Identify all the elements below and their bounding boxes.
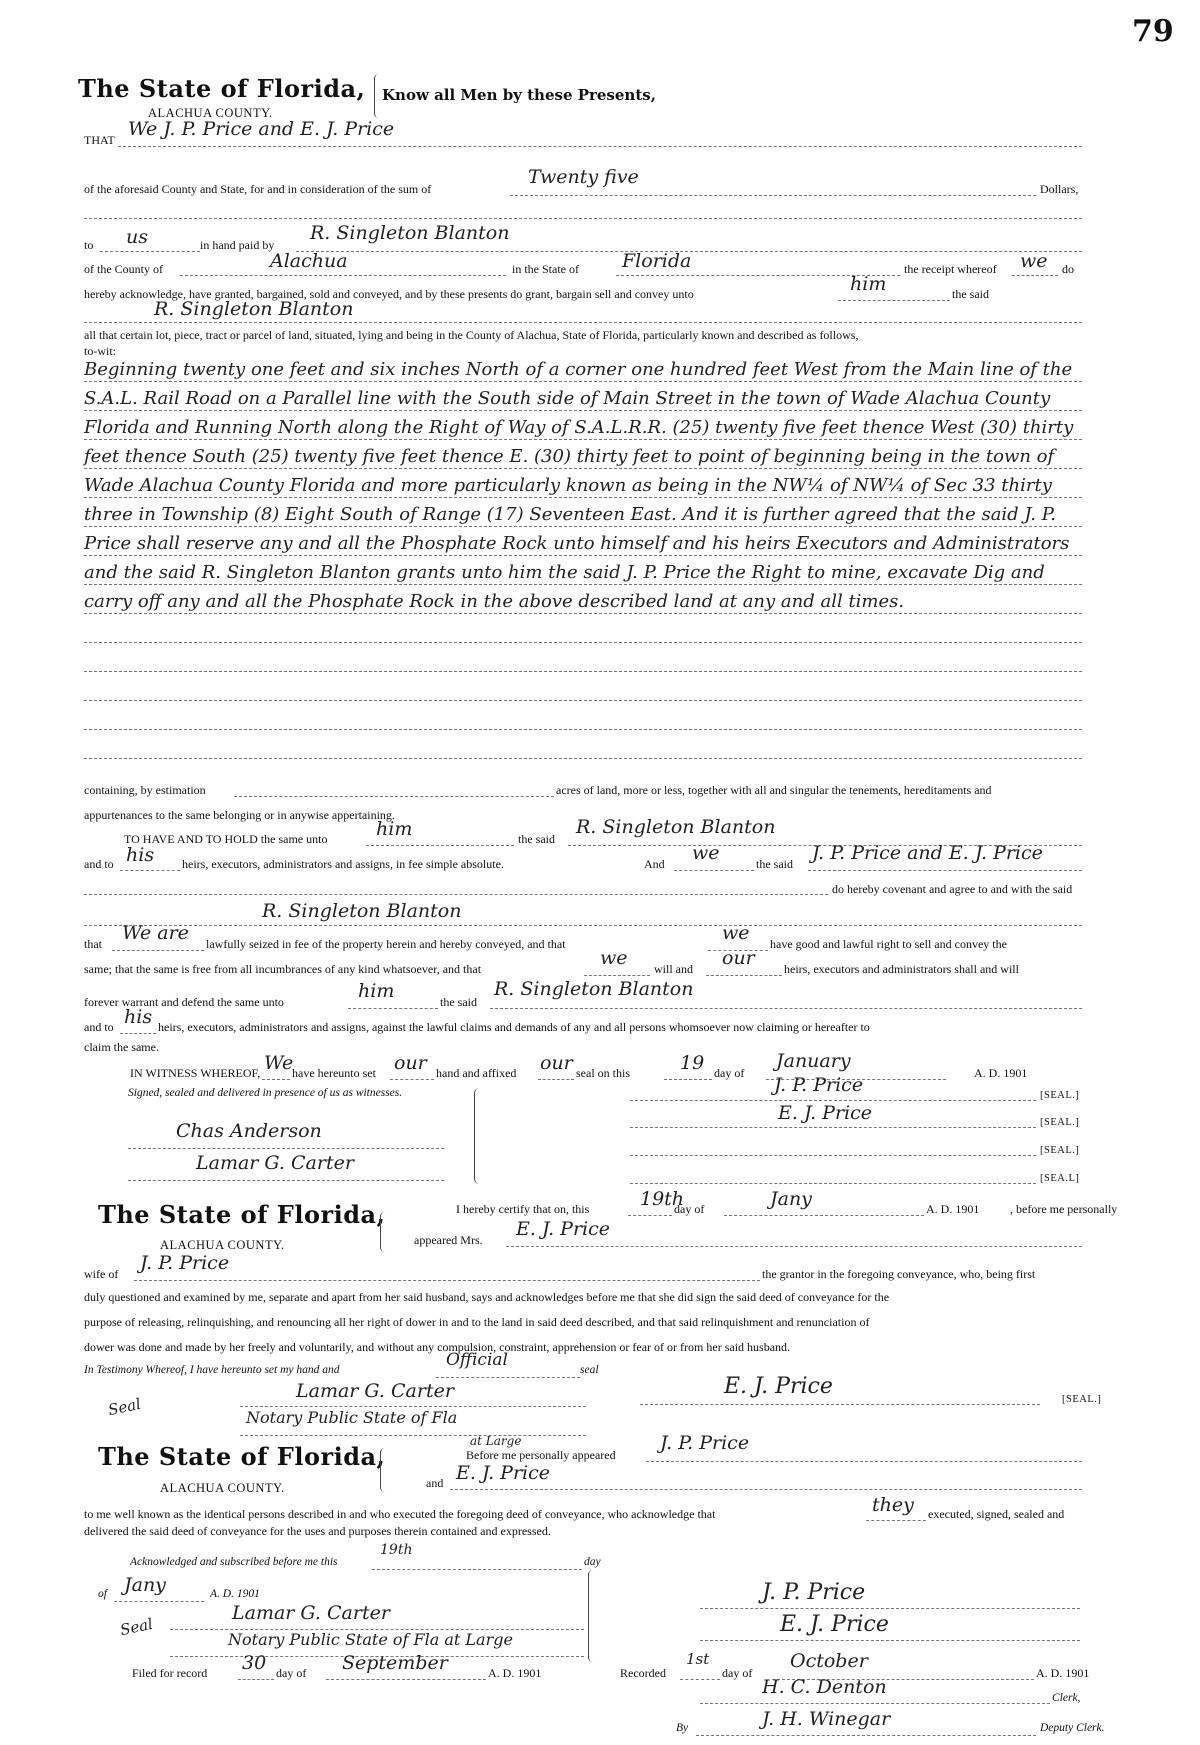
cert1-seal-word: seal	[580, 1364, 599, 1376]
cert2-executed: executed, signed, sealed and	[928, 1507, 1065, 1521]
seal-label-3: [SEAL.]	[1040, 1145, 1080, 1156]
to-value: us	[126, 226, 148, 248]
warrant-text: forever warrant and defend the same unto	[84, 995, 284, 1009]
seal-label-4: [SEA.L]	[1040, 1173, 1080, 1184]
cert1-appeared: appeared Mrs.	[414, 1233, 483, 1247]
free-text: same; that the same is free from all incumbrances of any kind whatsoever, and that	[84, 962, 482, 976]
cert1-ad: A. D. 1901	[926, 1202, 980, 1216]
seal-label-1: [SEAL.]	[1040, 1090, 1080, 1101]
cert2-ad: A. D. 1901	[210, 1588, 260, 1600]
county-heading: ALACHUA COUNTY.	[148, 106, 273, 120]
witness-2: Lamar G. Carter	[196, 1152, 354, 1174]
cert1-before: , before me personally	[1010, 1202, 1118, 1216]
cert2-signature-1: J. P. Price	[762, 1580, 866, 1605]
heirs-text: heirs, executors, administrators and assigns, in fee simple absolute.	[182, 857, 504, 871]
cert1-county: ALACHUA COUNTY.	[160, 1238, 285, 1252]
cert2-of: of	[98, 1588, 107, 1600]
witness-month: January	[776, 1050, 851, 1072]
receipt-who: we	[1020, 250, 1048, 272]
cert1-testimony: In Testimony Whereof, I have hereunto set my hand and	[84, 1364, 340, 1376]
witness-day: 19	[680, 1052, 705, 1074]
cert1-day: 19th	[640, 1188, 685, 1210]
cert2-day-word: day	[584, 1556, 601, 1568]
recorded-day-of: day of	[722, 1666, 753, 1680]
warrant-the-said: the said	[440, 995, 477, 1009]
cert2-signature-2: E. J. Price	[780, 1612, 889, 1637]
recorded-ad: A. D. 1901	[1036, 1666, 1090, 1680]
acknowledge-text: hereby acknowledge, have granted, bargained, sold and conveyed, and by these presents do grant, bargain sell and convey unto	[84, 287, 694, 301]
witness-day-of: day of	[714, 1066, 745, 1080]
do-label: do	[1062, 262, 1074, 276]
cert1-body-1: duly questioned and examined by me, separate and apart from her said husband, says and acknowledges before me that she did sign the said deed of conveyance for the	[84, 1290, 890, 1304]
in-state-label: in the State of	[512, 262, 579, 276]
know-all-men: Know all Men by these Presents,	[382, 86, 656, 104]
warrant-grantee: R. Singleton Blanton	[494, 978, 694, 1000]
to-label: to	[84, 238, 94, 252]
habendum-grantee: R. Singleton Blanton	[576, 816, 776, 838]
signed-sealed-text: Signed, sealed and delivered in presence of us as witnesses.	[128, 1087, 403, 1099]
state-heading: The State of Florida,	[78, 74, 366, 103]
cert1-grantor: the grantor in the foregoing conveyance, who, being first	[762, 1267, 1036, 1281]
habendum-unto: him	[376, 818, 413, 840]
heirs-grantors: J. P. Price and E. J. Price	[812, 842, 1043, 864]
convey-unto-value: him	[850, 273, 887, 295]
cert1-husband: J. P. Price	[140, 1252, 230, 1274]
cert1-officer: Lamar G. Carter	[296, 1380, 454, 1402]
seized-we-are: We are	[122, 922, 189, 944]
the-said-label: the said	[952, 287, 989, 301]
cert2-seal-stamp: Seal	[118, 1614, 155, 1640]
seized-text: lawfully seized in fee of the property herein and hereby conveyed, and that	[206, 937, 566, 951]
and-to-label-2: and to	[84, 1020, 114, 1034]
clerk-name: H. C. Denton	[762, 1676, 887, 1698]
filed-ad: A. D. 1901	[488, 1666, 542, 1680]
witness-1: Chas Anderson	[176, 1120, 322, 1142]
cert2-known: to me well known as the identical persons described in and who executed the foregoing deed of conveyance, who acknowledge that	[84, 1507, 716, 1521]
cert1-body-2: purpose of releasing, relinquishing, and renouncing all her right of dower in and to the land in said deed described, and that said relinquishment and renunciation of	[84, 1315, 870, 1329]
witness-ad: A. D. 1901	[974, 1066, 1028, 1080]
cert1-brace	[380, 1212, 389, 1252]
warrant-him: him	[358, 980, 395, 1002]
and-label: And	[644, 857, 665, 871]
witness-text-4: seal on this	[576, 1066, 630, 1080]
page-number: 79	[1132, 14, 1174, 49]
cert2-delivered: delivered the said deed of conveyance for the uses and purposes therein contained and expressed.	[84, 1524, 551, 1538]
seized-we: we	[722, 922, 750, 944]
free-we: we	[600, 947, 628, 969]
cert2-before: Before me personally appeared	[466, 1448, 616, 1462]
filed-day-of: day of	[276, 1666, 307, 1680]
witness-we: We	[264, 1052, 294, 1074]
free-our: our	[722, 947, 755, 969]
cert1-body-3: dower was done and made by her freely and voluntarily, and without any compulsion, constraint, apprehension or fear of or from her said husband.	[84, 1340, 791, 1354]
parcel-text: all that certain lot, piece, tract or parcel of land, situated, lying and being in the County of Alachua, State of Florida, particularly known and described as follows,	[84, 328, 859, 342]
land-description: Beginning twenty one feet and six inches North of a corner one hundred feet West from the Main line of the S.A.L. Rail Road on a Parallel line with the South side of Main Street in the town of Wade Alachua County Florida and Running North along the Right of Way of S.A.L.R.R. (25) twenty five feet thence West (30) thirty feet thence South (25) twenty five feet thence E. (30) thirty feet to point of beginning being in the town of Wade Alachua County Florida and more particularly known as being in the NW¼ of NW¼ of Sec 33 thirty three in Township (8) Eight South of Range (17) Seventeen East. And it is further agreed that the said J. P. Price shall reserve any and all the Phosphate Rock unto himself and his heirs Executors and Administrators and the said R. Singleton Blanton grants unto him the said J. P. Price the Right to mine, excavate Dig and carry off any and all the Phosphate Rock in the above described land at any and all times.	[84, 359, 1074, 612]
will-and-label: will and	[654, 962, 693, 976]
cert2-state: The State of Florida,	[98, 1442, 386, 1471]
cert1-signer: E. J. Price	[724, 1374, 833, 1399]
cert2-person-1: J. P. Price	[660, 1432, 750, 1454]
by-label: By	[676, 1722, 689, 1734]
and-to-label: and to	[84, 857, 114, 871]
free-text-2: heirs, executors and administrators shall and will	[784, 962, 1019, 976]
filed-month: September	[342, 1652, 448, 1674]
cert2-ack-day: 19th	[380, 1542, 413, 1558]
habendum-the-said: the said	[518, 832, 555, 846]
grantee-value: R. Singleton Blanton	[154, 298, 354, 320]
signature-2: E. J. Price	[778, 1102, 872, 1124]
witness-brace	[474, 1088, 485, 1184]
state-value: Florida	[622, 250, 692, 272]
cert1-month: Jany	[770, 1188, 812, 1210]
cert1-day-of: day of	[674, 1202, 705, 1216]
deputy-label: Deputy Clerk.	[1040, 1722, 1105, 1734]
witness-our-1: our	[394, 1052, 427, 1074]
cert2-brace	[380, 1448, 389, 1492]
cert1-certify: I hereby certify that on, this	[456, 1202, 590, 1216]
recorded-day: 1st	[686, 1650, 710, 1668]
cert2-acknowledged: Acknowledged and subscribed before me this	[130, 1556, 338, 1568]
cert2-brace-2	[588, 1570, 597, 1662]
payer-value: R. Singleton Blanton	[310, 222, 510, 244]
heirs-we: we	[692, 842, 720, 864]
cert2-they: they	[872, 1494, 914, 1516]
heirs-his: his	[126, 844, 155, 866]
signature-1: J. P. Price	[774, 1074, 864, 1096]
cert2-month: Jany	[124, 1574, 166, 1596]
covenant-text: do hereby covenant and agree to and with the said	[832, 882, 1073, 896]
cert2-and: and	[426, 1476, 444, 1490]
cert1-at-large: at Large	[470, 1434, 522, 1448]
witness-our-2: our	[540, 1052, 573, 1074]
cert2-officer: Lamar G. Carter	[232, 1602, 390, 1624]
in-hand-label: in hand paid by	[200, 238, 275, 252]
claim-text: claim the same.	[84, 1040, 159, 1054]
clerk-label: Clerk,	[1052, 1692, 1081, 1704]
consideration-text: of the aforesaid County and State, for and in consideration of the sum of	[84, 182, 432, 196]
habendum-text: TO HAVE AND TO HOLD the same unto	[124, 832, 328, 846]
witness-text-2: have hereunto set	[292, 1066, 376, 1080]
cert1-title: Notary Public State of Fla	[246, 1408, 458, 1427]
county-of-label: of the County of	[84, 262, 163, 276]
seized-text-2: have good and lawful right to sell and convey the	[770, 937, 1007, 951]
cert1-official: Official	[446, 1350, 508, 1370]
heirs-the-said: the said	[756, 857, 793, 871]
witness-text-3: hand and affixed	[436, 1066, 517, 1080]
cert2-person-2: E. J. Price	[456, 1462, 550, 1484]
against-his: his	[124, 1006, 153, 1028]
cert2-county: ALACHUA COUNTY.	[160, 1481, 285, 1495]
cert2-title: Notary Public State of Fla at Large	[228, 1630, 513, 1649]
deputy-name: J. H. Winegar	[762, 1708, 891, 1730]
to-wit-label: to-wit:	[84, 344, 116, 358]
cert1-seal-stamp: Seal	[106, 1394, 143, 1420]
filed-day: 30	[242, 1652, 267, 1674]
cert1-state: The State of Florida,	[98, 1200, 386, 1229]
seal-label-2: [SEAL.]	[1040, 1117, 1080, 1128]
covenant-grantee: R. Singleton Blanton	[262, 900, 462, 922]
appurtenances-text: appurtenances to the same belonging or in anywise appertaining.	[84, 808, 395, 822]
against-text: heirs, executors, administrators and assigns, against the lawful claims and demands of any and all persons whomsoever now claiming or hereafter to	[158, 1020, 870, 1034]
receipt-label: the receipt whereof	[904, 262, 997, 276]
cert1-wife-of: wife of	[84, 1267, 119, 1281]
containing-text: containing, by estimation	[84, 783, 206, 797]
that-label-2: that	[84, 937, 102, 951]
cert1-mrs: E. J. Price	[516, 1218, 610, 1240]
recorded-month: October	[790, 1650, 868, 1672]
county-value: Alachua	[270, 250, 348, 272]
filed-label: Filed for record	[132, 1666, 208, 1680]
acres-text: acres of land, more or less, together with all and singular the tenements, hereditaments and	[556, 783, 992, 797]
dollars-label: Dollars,	[1040, 182, 1079, 196]
grantors-value: We J. P. Price and E. J. Price	[128, 118, 395, 140]
recorded-label: Recorded	[620, 1666, 666, 1680]
consideration-value: Twenty five	[528, 166, 639, 188]
cert1-seal-label: [SEAL.]	[1062, 1394, 1102, 1405]
that-label: THAT	[84, 133, 115, 147]
witness-text-1: IN WITNESS WHEREOF,	[130, 1066, 261, 1080]
